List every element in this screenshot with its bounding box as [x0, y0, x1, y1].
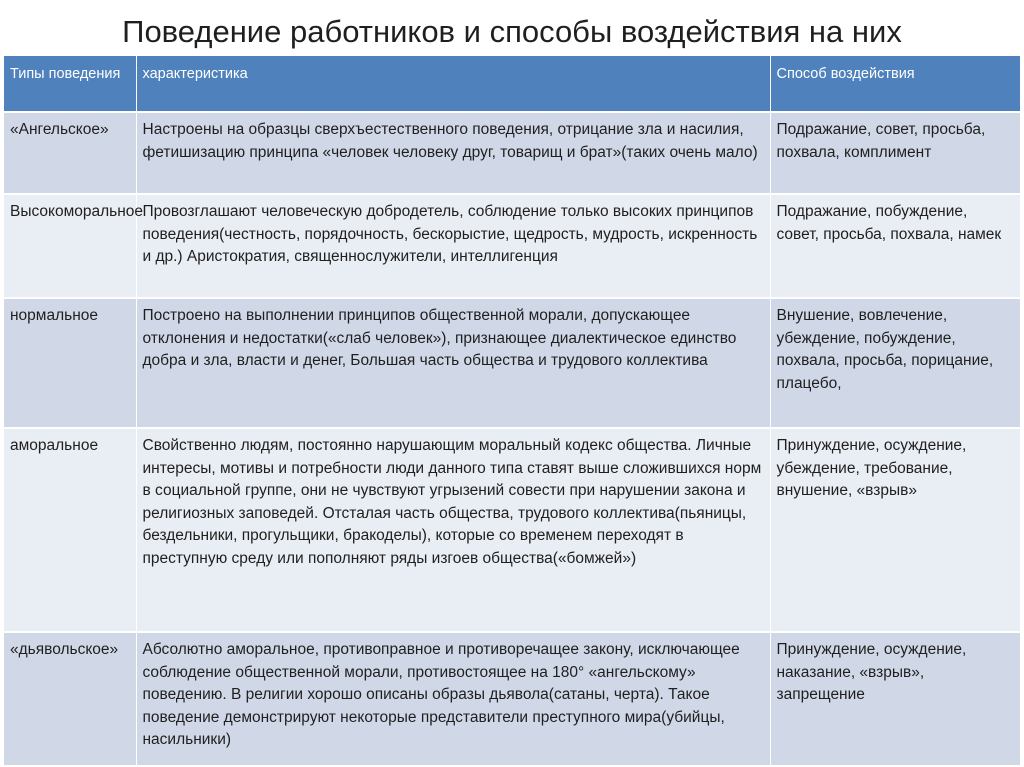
cell-behavior-type: Высокоморальное — [4, 194, 136, 298]
table-row — [4, 112, 1020, 194]
cell-behavior-type: «Ангельское» — [4, 112, 136, 194]
cell-influence-method: Внушение, вовлечение, убеждение, побуждение, похвала, просьба, порицание, плацебо, — [770, 298, 1020, 428]
header-behavior-type: Типы поведения — [4, 56, 136, 112]
cell-characteristic: Построено на выполнении принципов общественной морали, допускающее отклонения и недостатки(«слаб человек»), признающее диалектическое единство добра и зла, власти и денег, Большая часть общества и трудового коллектива — [136, 298, 770, 428]
behavior-table — [4, 56, 1021, 767]
cell-influence-method: Подражание, побуждение, совет, просьба, похвала, намек — [770, 194, 1020, 298]
cell-characteristic: Свойственно людям, постоянно нарушающим моральный кодекс общества. Личные интересы, мотивы и потребности люди данного типа ставят выше сложившихся норм в социальной группе, они не чувствуют угрызений совести при нарушении закона и религиозных заповедей. Отсталая часть общества, трудового коллектива(пьяницы, бездельники, прогульщики, бракоделы), которые со временем переходят в преступную среду или пополняют ряды изгоев общества(«бомжей») — [136, 428, 770, 632]
cell-characteristic: Абсолютно аморальное, противоправное и противоречащее закону, исключающее соблюдение общественной морали, противостоящее на 180° «ангельскому» поведению. В религии хорошо описаны образы дьявола(сатаны, черта). Такое поведение демонстрируют некоторые представители преступного мира(убийцы, насильники) — [136, 632, 770, 766]
cell-behavior-type: нормальное — [4, 298, 136, 428]
header-influence-method: Способ воздействия — [770, 56, 1020, 112]
table-row — [4, 632, 1020, 766]
table-row — [4, 298, 1020, 428]
table-header-row — [4, 56, 1020, 112]
cell-behavior-type: аморальное — [4, 428, 136, 632]
table-row — [4, 194, 1020, 298]
cell-characteristic: Настроены на образцы сверхъестественного поведения, отрицание зла и насилия, фетишизацию принципа «человек человеку друг, товарищ и брат»(таких очень мало) — [136, 112, 770, 194]
cell-characteristic: Провозглашают человеческую добродетель, соблюдение только высоких принципов поведения(честность, порядочность, бескорыстие, щедрость, мудрость, искренность и др.) Аристократия, священнослужители, интеллигенция — [136, 194, 770, 298]
cell-behavior-type: «дьявольское» — [4, 632, 136, 766]
cell-influence-method: Принуждение, осуждение, наказание, «взрыв», запрещение — [770, 632, 1020, 766]
table-row — [4, 428, 1020, 632]
cell-influence-method: Принуждение, осуждение, убеждение, требование, внушение, «взрыв» — [770, 428, 1020, 632]
header-characteristic: характеристика — [136, 56, 770, 112]
slide-title: Поведение работников и способы воздействия на них — [122, 14, 902, 49]
cell-influence-method: Подражание, совет, просьба, похвала, комплимент — [770, 112, 1020, 194]
